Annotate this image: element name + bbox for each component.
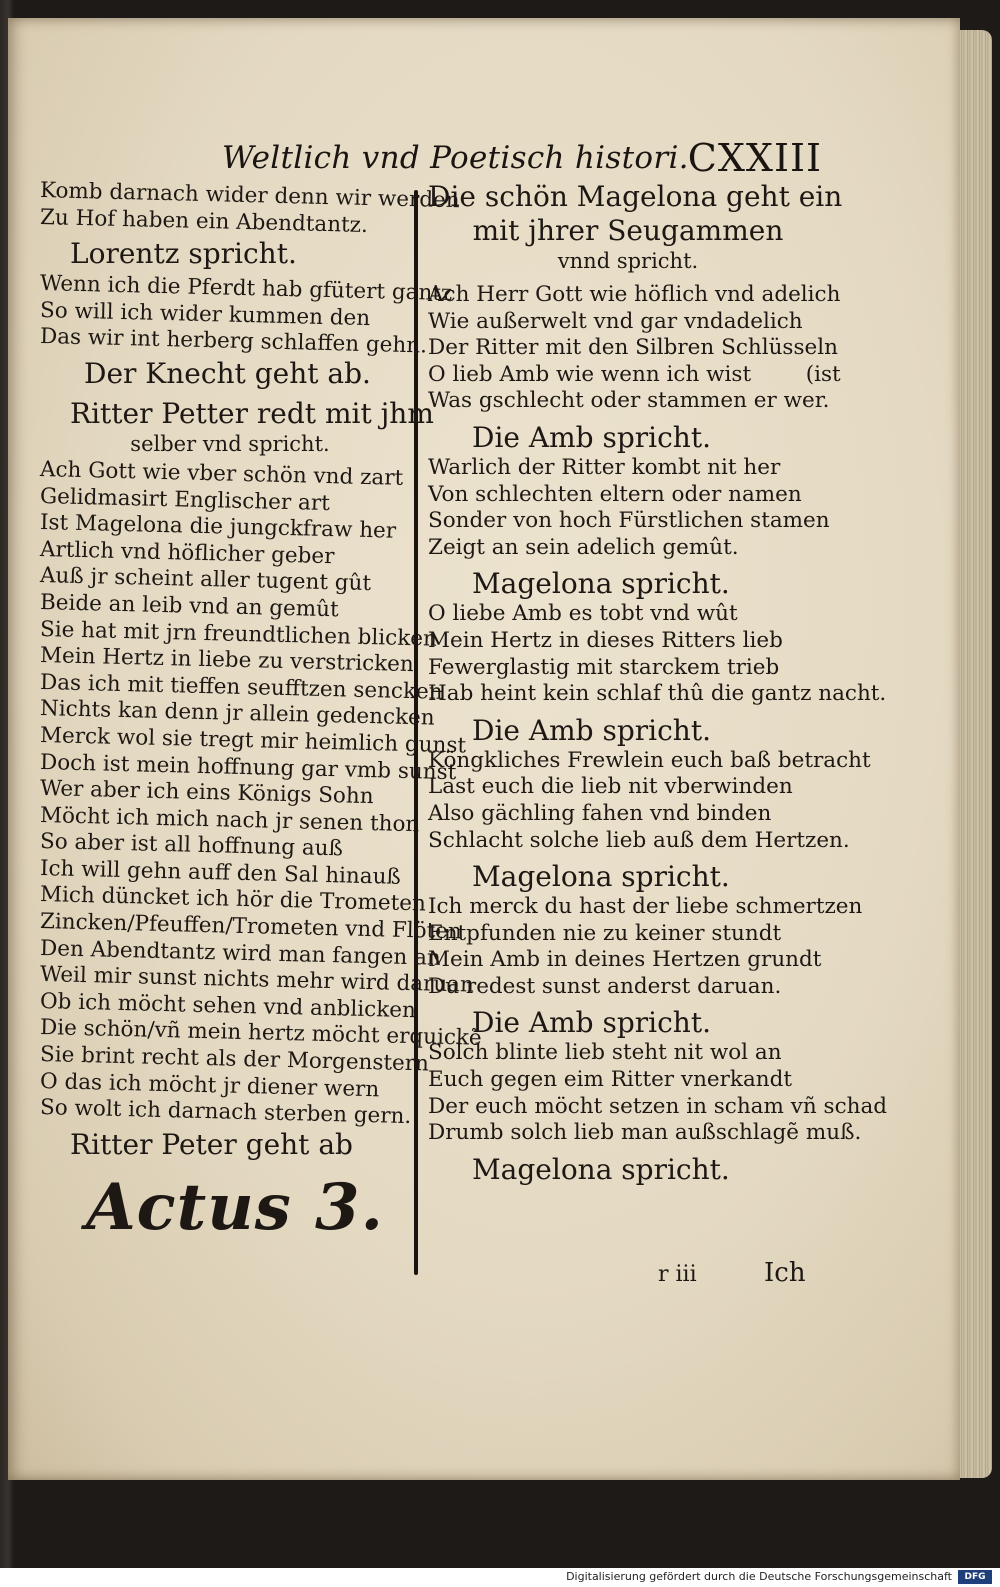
verse-line: Entpfunden nie zu keiner stundt (428, 920, 782, 946)
verse-line: Möcht ich mich nach jr senen thon (39, 802, 420, 837)
verse-line: Ob ich möcht sehen vnd anblicken (39, 988, 417, 1024)
verse-line: Drumb solch lieb man außschlagẽ muß. (428, 1120, 862, 1146)
verse-line: Euch gegen eim Ritter vnerkandt (428, 1067, 793, 1093)
verse-line: Nichts kan denn jr allein gedencken (39, 696, 435, 731)
verse-line: Ach Gott wie vber schön vnd zart (39, 456, 404, 491)
verse-line: Sonder von hoch Fürstlichen stamen (428, 508, 830, 534)
stage-direction: Ritter Peter geht ab (70, 1127, 353, 1161)
speaker-subheading: vnnd spricht. (557, 249, 699, 273)
verse-line: O das ich möcht jr diener wern (39, 1068, 380, 1102)
verse-line: Zincken/Pfeuffen/Trometen vnd Flöten (39, 909, 463, 945)
verse-line: Die schön/vñ mein hertz möcht erquickẽ (39, 1015, 482, 1052)
verse-block (39, 456, 482, 1130)
verse-line: Fewerglastig mit starckem trieb (428, 654, 780, 680)
speaker-heading: Lorentz spricht. (70, 237, 297, 271)
stage-direction: Der Knecht geht ab. (84, 356, 371, 390)
verse-line: So aber ist all hoffnung auß (39, 829, 344, 862)
folio-number: CXXIII (687, 136, 822, 180)
verse-line: Der euch möcht setzen in scham vñ schad (428, 1093, 888, 1119)
verse-line: Hab heint kein schlaf thû die gantz nacht. (428, 681, 887, 707)
speaker-heading: Die Amb spricht. (472, 713, 711, 747)
left-top-lines (39, 178, 460, 238)
speaker-heading: Die schön Magelona geht ein (428, 180, 843, 213)
page-edge (956, 30, 992, 1478)
running-title: Weltlich vnd Poetisch histori. (222, 140, 689, 176)
verse-line: Das ich mit tieffen seufftzen sencken (39, 669, 443, 705)
verse-line: Wie außerwelt vnd gar vndadelich (428, 308, 803, 334)
verse-line: Der Ritter mit den Silbren Schlüsseln (428, 335, 838, 361)
dfg-logo: DFG (958, 1570, 992, 1584)
verse-line: Mein Hertz in liebe zu verstricken (39, 643, 415, 678)
verse-line: Doch ist mein hoffnung gar vmb sunst (39, 749, 457, 785)
speaker-heading: Magelona spricht. (472, 860, 730, 894)
speaker-heading: Die Amb spricht. (472, 420, 711, 454)
verse-line: Mein Hertz in dieses Ritters lieb (428, 627, 783, 653)
verse-line: Was gschlecht oder stammen er wer. (428, 388, 830, 414)
verse-line: Sie hat mit jrn freundtlichen blicken (39, 616, 438, 652)
verse-block (39, 271, 453, 359)
verse-line: So will ich wider kummen den (39, 297, 371, 331)
verse-line: Beide an leib vnd an gemût (39, 589, 339, 623)
verse-line: Köngkliches Frewlein euch baß betracht (428, 747, 871, 773)
footer-credit: Digitalisierung gefördert durch die Deutsche Forschungsgemeinschaft (566, 1570, 952, 1583)
verse-line: Gelidmasirt Englischer art (39, 483, 331, 516)
verse-line: Also gächling fahen vnd binden (428, 800, 772, 826)
catchword: Ich (764, 1258, 806, 1288)
verse-line: Artlich vnd höflicher geber (39, 536, 335, 569)
verse-line: Auß jr scheint aller tugent gût (39, 563, 372, 597)
verse-line: Zu Hof haben ein Abendtantz. (39, 204, 369, 238)
signature-mark: r iii (658, 1262, 697, 1287)
speaker-subheading: selber vnd spricht. (130, 431, 330, 456)
verse-line: Den Abendtantz wird man fangen an (39, 935, 442, 971)
verse-line: Ach Herr Gott wie höflich vnd adelich (428, 282, 841, 307)
verse-line: Das wir int herberg schlaffen gehn. (39, 324, 428, 359)
verse-line: Wer aber ich eins Königs Sohn (39, 776, 374, 810)
right-column (428, 180, 888, 1187)
verse-line: So wolt ich darnach sterben gern. (39, 1095, 412, 1130)
verse-line: Last euch die lieb nit vberwinden (428, 774, 793, 800)
verse-line: Mich düncket ich hör die Trometen (39, 882, 427, 917)
speaker-heading-line2: mit jhrer Seugammen (472, 214, 784, 247)
verse-line: Ich will gehn auff den Sal hinauß (39, 855, 402, 890)
speaker-heading: Magelona spricht. (472, 1152, 730, 1186)
verse-line: Ist Magelona die jungckfraw her (39, 510, 397, 544)
verse-line: Merck wol sie tregt mir heimlich gunst (39, 722, 467, 759)
verse-line: Ich merck du hast der liebe schmertzen (428, 894, 863, 920)
verse-line: Du redest sunst anderst daruan. (428, 973, 782, 999)
speaker-heading: Die Amb spricht. (472, 1006, 711, 1040)
verse-line: Schlacht solche lieb auß dem Hertzen. (428, 827, 850, 853)
verse-line: Mein Amb in deines Hertzen grundt (428, 947, 822, 973)
verse-line: Komb darnach wider denn wir werden (39, 178, 460, 214)
footer-bar (0, 1568, 1000, 1587)
verse-line: O lieb Amb wie wenn ich wist (ist (428, 361, 841, 387)
verse-line: Weil mir sunst nichts mehr wird daruan (39, 962, 475, 998)
verse-line: Wenn ich die Pferdt hab gfütert gantz (39, 271, 453, 307)
verse-line: Von schlechten eltern oder namen (428, 481, 802, 507)
page-header (222, 136, 822, 184)
verse-line: Sie brint recht als der Morgenstern (39, 1042, 430, 1077)
verse-line: Warlich der Ritter kombt nit her (428, 454, 781, 480)
speaker-heading: Magelona spricht. (472, 567, 730, 601)
speaker-heading: Ritter Petter redt mit jhm (70, 396, 434, 430)
left-column (39, 178, 482, 1245)
verse-line: Zeigt an sein adelich gemût. (428, 534, 739, 560)
act-heading: Actus 3. (86, 1169, 384, 1245)
verse-line: O liebe Amb es tobt vnd wût (428, 601, 738, 627)
verse-line: Solch blinte lieb steht nit wol an (428, 1040, 782, 1066)
